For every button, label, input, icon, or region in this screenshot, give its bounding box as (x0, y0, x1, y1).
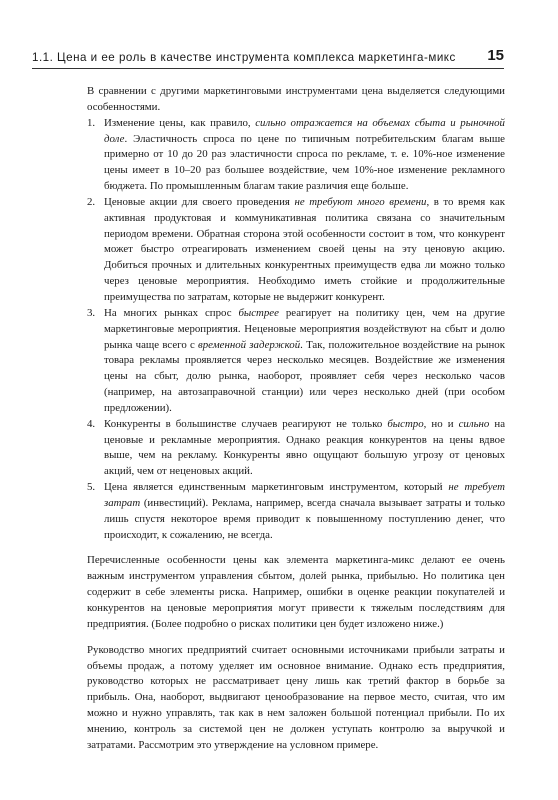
list-item-number: 2. (87, 195, 96, 208)
intro-paragraph: В сравнении с другими маркетинговыми инструментами цена выделяется следующими особенностями. (87, 85, 505, 113)
body-paragraph: Перечисленные особенности цены как элемента маркетинга-микс делают ее очень важным инструментом управления сбытом, долей рынка, прибылью. Но политика цен содержит в себе элементы риска. Например, ошибки в оценке реакции покупателей и конкурентов на ценовые мероприятия могут привести к тяжелым последствиям для предприятия. (Более подробно о рисках политики цен будет изложено ниже.) (87, 554, 505, 630)
features-list (87, 116, 505, 544)
list-item-text: , но и (423, 417, 459, 430)
list-item-emphasis: быстро (387, 417, 424, 430)
list-item-text: реагирует на политику цен, чем на другие маркетинговые мероприятия. Неценовые мероприятия воздействуют на сбыт и долю рынка чаще всего с (104, 306, 505, 351)
list-item-text: . Эластичность спроса по цене по типичным потребительским благам выше примерно от 10 до 20 раз эластичности спроса по рекламе, т. е. 10%-ное изменение цены имеет в 10–20 раз большее воздействие, чем 10%-ное изменение рекламного бюджета. По промышленным благам такие различия еще больше. (104, 132, 505, 193)
running-header-title: 1.1. Цена и ее роль в качестве инструмента комплекса маркетинга-микс (32, 51, 456, 64)
list-item-text: Ценовые акции для своего проведения (104, 195, 295, 208)
list-item-text: Изменение цены, как правило, (104, 116, 256, 129)
list-item-number: 4. (87, 417, 96, 430)
list-item-text: , в то время как активная продуктовая и коммуникативная политика связана со значительным периодом времени. Обратная сторона этой особенности состоит в том, что конкурент может быстро отреагировать изменением своей цены на эту ценовую акцию. Добиться прочных и длительных конкурентных преимуществ едва ли можно только через ценовые мероприятия. Необходимо иметь стойкие и продолжительные преимущества по затратам, которые не выдержит конкурент. (104, 195, 505, 303)
list-item-number: 1. (87, 116, 96, 129)
list-item-text: Цена является единственным маркетинговым инструментом, который (104, 481, 449, 494)
list-item-text: . Так, положительное воздействие на рынок товара рекламы проявляется через несколько месяцев. Воздействие же изменения цены на сбыт, долю рынка, наоборот, проявляет себя через несколько часов (например, на автозаправочной станции) или через несколько дней (при особом предложении). (104, 338, 505, 414)
list-item-text: На многих рынках спрос (104, 306, 239, 319)
list-item-emphasis: быстрее (238, 306, 279, 319)
page-number: 15 (487, 47, 504, 64)
list-item-text: на ценовые и рекламные мероприятия. Однако реакция конкурентов на цены вдвое выше, чем на рекламу. Конкуренты явно ощущают большую угрозу от ценовых акций, чем от неценовых акций. (104, 417, 506, 478)
page-body (87, 84, 505, 754)
list-item-emphasis: сильно (458, 417, 490, 430)
list-item-emphasis: не требует затрат (104, 481, 506, 509)
paragraph-gap (87, 543, 505, 553)
list-item-text: (инвестиций). Реклама, например, всегда сначала вызывает затраты и только лишь спустя некоторое время приводит к повышенному поступлению денег, что происходит, к сожалению, не всегда. (104, 496, 505, 541)
paragraph-gap (87, 633, 505, 643)
body-paragraph: Руководство многих предприятий считает основными источниками прибыли затраты и объемы продаж, а потому уделяет им основное внимание. Однако есть предприятия, руководство которых не рассматривает цену лишь как третий фактор в борьбе за прибыль. Она, наоборот, выдвигают ценообразование на первое место, считая, что им можно и нужно управлять, так как в нем заложен большой потенциал прибыли. По их мнению, контроль за системой цен не должен уступать контролю за выручкой и затратами. Рассмотрим это утверждение на условном примере. (87, 643, 505, 751)
list-item (87, 195, 505, 306)
list-item-text: Конкуренты в большинстве случаев реагируют не только (104, 417, 388, 430)
list-item-emphasis: сильно отражается на объемах сбыта и рыночной доле (104, 116, 505, 145)
list-item-emphasis: временной задержкой (198, 338, 301, 351)
list-item (87, 306, 505, 417)
list-item-number: 5. (87, 481, 96, 494)
running-header (32, 46, 504, 69)
list-item (87, 480, 505, 543)
list-item (87, 116, 505, 195)
list-item-emphasis: не требуют много времени (294, 195, 427, 208)
list-item (87, 417, 505, 480)
list-item-number: 3. (87, 306, 96, 319)
